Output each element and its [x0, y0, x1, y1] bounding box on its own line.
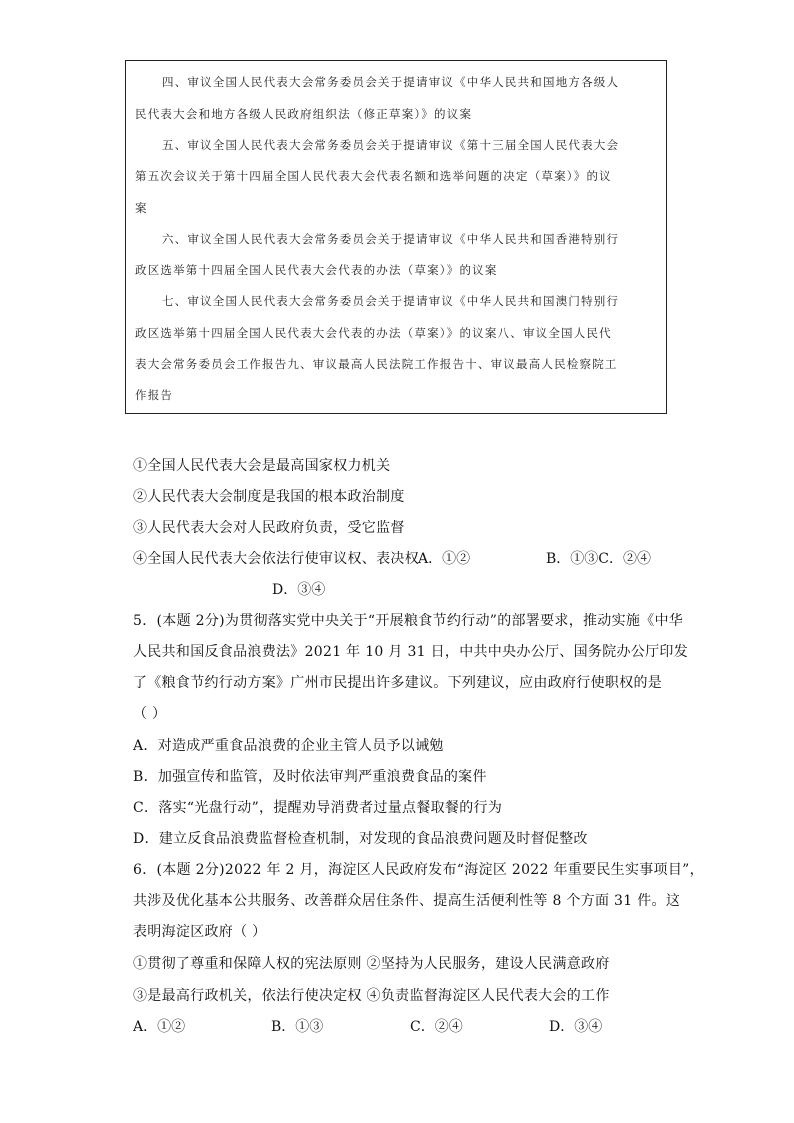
q4-statement-3: ③人民代表大会对人民政府负责，受它监督	[133, 520, 405, 536]
q5-option-d[interactable]: D．建立反食品浪费监督检查机制，对发现的食品浪费问题及时督促整改	[133, 831, 588, 847]
q6-stem-2: 共涉及优化基本公共服务、改善群众居住条件、提高生活便利性等 8 个方面 31 件。这	[133, 893, 681, 909]
material-line: 五、审议全国人民代表大会常务委员会关于提请审议《第十三届全国人民代表大会	[162, 138, 620, 152]
q6-option-c[interactable]: C．②④	[410, 1019, 463, 1035]
q4-option-bc[interactable]: B．①③C．②④	[546, 551, 651, 567]
material-line: 案	[135, 201, 148, 215]
q5-stem-4: （ ）	[133, 706, 167, 722]
material-line: 作报告	[135, 388, 174, 402]
q6-statements-34: ③是最高行政机关，依法行使决定权 ④负责监督海淀区人民代表大会的工作	[133, 988, 610, 1004]
material-line: 六、审议全国人民代表大会常务委员会关于提请审议《中华人民共和国香港特别行	[162, 232, 620, 246]
material-line: 表大会常务委员会工作报告九、审议最高人民法院工作报告十、审议最高人民检察院工	[135, 357, 618, 371]
q5-stem-3: 了《粮食节约行动方案》广州市民提出许多建议。下列建议，应由政府行使职权的是	[133, 675, 663, 691]
q6-option-d[interactable]: D．③④	[549, 1019, 603, 1035]
material-line: 七、审议全国人民代表大会常务委员会关于提请审议《中华人民共和国澳门特别行	[162, 294, 620, 308]
q6-stem-3: 表明海淀区政府（ ）	[133, 924, 267, 940]
q6-option-b[interactable]: B．①③	[271, 1019, 324, 1035]
material-line: 第五次会议关于第十四届全国人民代表大会代表名额和选举问题的决定（草案）》的议	[135, 169, 612, 183]
q6-option-a[interactable]: A．①②	[133, 1019, 186, 1035]
q4-statement-1: ①全国人民代表大会是最高国家权力机关	[133, 458, 391, 474]
q6-statements-12: ①贯彻了尊重和保障人权的宪法原则 ②坚持为人民服务，建设人民满意政府	[133, 956, 610, 972]
q4-statement-4: ④全国人民代表大会依法行使审议权、表决权	[133, 551, 419, 567]
q6-stem-1: 6．(本题 2分)2022 年 2 月，海淀区人民政府发布“海淀区 2022 年重要民生实事项目”，	[133, 862, 704, 878]
material-line: 四、审议全国人民代表大会常务委员会关于提请审议《中华人民共和国地方各级人	[162, 75, 620, 89]
material-line: 政区选举第十四届全国人民代表大会代表的办法（草案）》的议案八、审议全国人民代	[135, 326, 612, 340]
material-line: 政区选举第十四届全国人民代表大会代表的办法（草案）》的议案	[135, 263, 498, 277]
q5-option-c[interactable]: C．落实“光盘行动”，提醒劝导消费者过量点餐取餐的行为	[133, 800, 503, 816]
q5-option-a[interactable]: A．对造成严重食品浪费的企业主管人员予以诫勉	[133, 738, 444, 754]
q5-stem-2: 人民共和国反食品浪费法》2021 年 10 月 31 日，中共中央办公厅、国务院办公厅印发	[133, 644, 689, 660]
q4-option-d[interactable]: D．③④	[272, 582, 326, 598]
q4-statement-2: ②人民代表大会制度是我国的根本政治制度	[133, 489, 405, 505]
q5-stem-1: 5．(本题 2分)为贯彻落实党中央关于“开展粮食节约行动”的部署要求，推动实施《中华	[133, 613, 684, 629]
material-line: 民代表大会和地方各级人民政府组织法（修正草案）》的议案	[135, 107, 473, 121]
q4-option-a[interactable]: A．①②	[418, 551, 471, 567]
q5-option-b[interactable]: B．加强宣传和监管，及时依法审判严重浪费食品的案件	[133, 769, 487, 785]
